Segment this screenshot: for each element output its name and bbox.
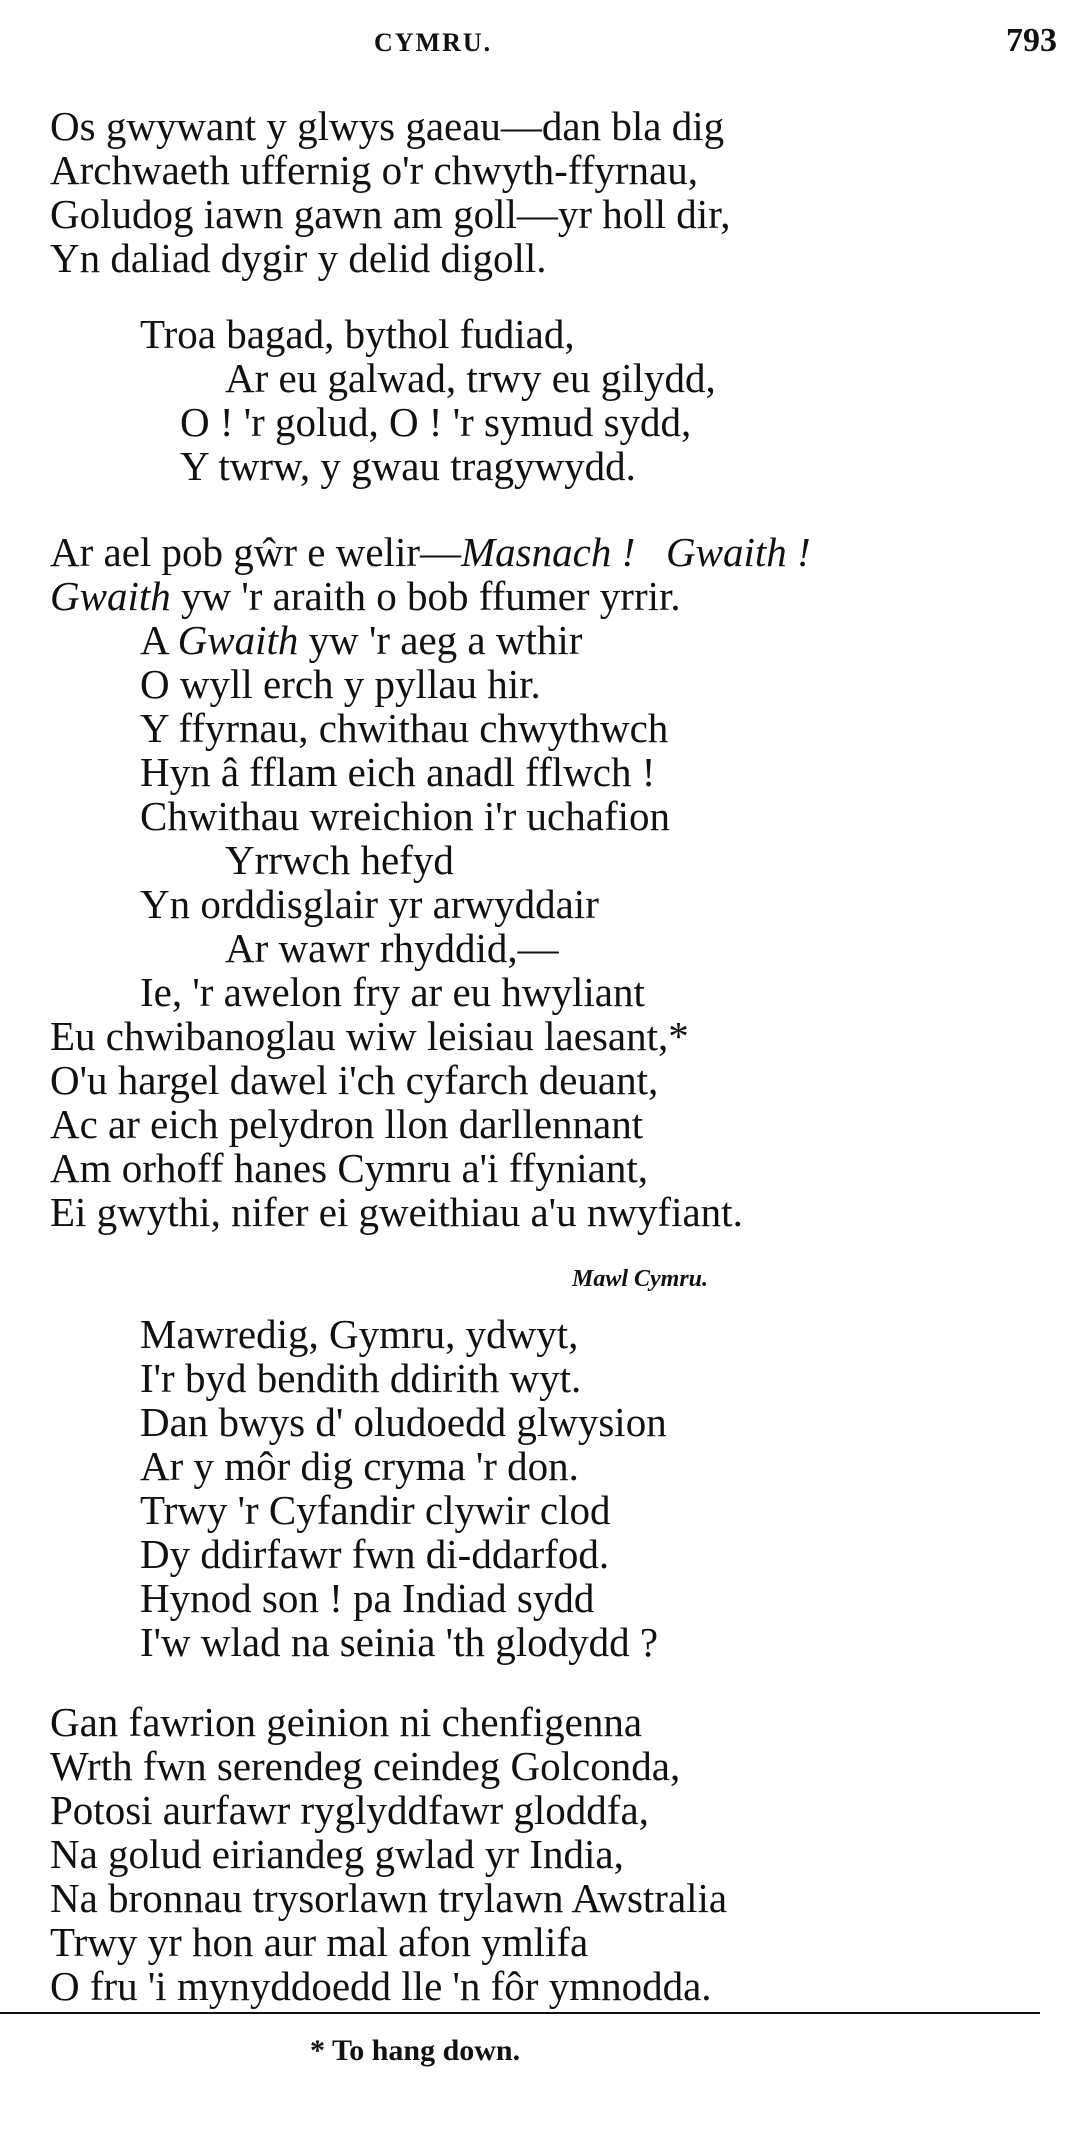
- verse-line: Ei gwythi, nifer ei gweithiau a'u nwyfiant.: [50, 1189, 743, 1235]
- verse-text: Ar ael pob gŵr e welir—: [50, 529, 462, 575]
- verse-line: Ar eu galwad, trwy eu gilydd,: [225, 355, 716, 401]
- verse-text: yw 'r araith o bob ffumer yrrir.: [170, 573, 681, 619]
- verse-line: O fru 'i mynyddoedd lle 'n fôr ymnodda.: [50, 1963, 712, 2009]
- verse-line: Trwy yr hon aur mal afon ymlifa: [50, 1919, 589, 1965]
- verse-line: Dy ddirfawr fwn di-ddarfod.: [140, 1531, 610, 1577]
- verse-line: Yrrwch hefyd: [225, 837, 454, 883]
- verse-line: Troa bagad, bythol fudiad,: [140, 311, 575, 357]
- verse-line: Na golud eiriandeg gwlad yr India,: [50, 1831, 624, 1877]
- verse-line: Y twrw, y gwau tragywydd.: [180, 443, 636, 489]
- verse-line: I'r byd bendith ddirith wyt.: [140, 1355, 582, 1401]
- verse-line: [50, 574, 681, 618]
- verse-line: Ie, 'r awelon fry ar eu hwyliant: [140, 969, 645, 1015]
- verse-line: Hynod son ! pa Indiad sydd: [140, 1575, 595, 1621]
- verse-line: Archwaeth uffernig o'r chwyth-ffyrnau,: [50, 147, 698, 193]
- verse-line: Trwy 'r Cyfandir clywir clod: [140, 1487, 611, 1533]
- verse-line: O ! 'r golud, O ! 'r symud sydd,: [180, 399, 692, 445]
- verse-line: Ar wawr rhyddid,—: [225, 925, 559, 971]
- verse-line: O wyll erch y pyllau hir.: [140, 661, 541, 707]
- verse-text: A: [140, 617, 178, 663]
- verse-line: Os gwywant y glwys gaeau—dan bla dig: [50, 103, 725, 149]
- verse-line: Eu chwibanoglau wiw leisiau laesant,*: [50, 1013, 689, 1059]
- verse-emphasis: Gwaith: [50, 573, 171, 619]
- verse-emphasis: Masnach !: [461, 529, 636, 575]
- verse-line: Hyn â fflam eich anadl fflwch !: [140, 749, 656, 795]
- running-title: CYMRU.: [374, 28, 493, 57]
- verse-line: Goludog iawn gawn am goll—yr holl dir,: [50, 191, 731, 237]
- verse-line: O'u hargel dawel i'ch cyfarch deuant,: [50, 1057, 659, 1103]
- verse-line: [50, 530, 811, 574]
- verse-line: Ac ar eich pelydron llon darllennant: [50, 1101, 644, 1147]
- verse-line: [140, 618, 582, 662]
- verse-emphasis: Gwaith !: [665, 529, 811, 575]
- verse-emphasis: Gwaith: [177, 617, 299, 663]
- verse-text: yw 'r aeg a wthir: [298, 617, 583, 663]
- verse-line: Gan fawrion geinion ni chenfigenna: [50, 1699, 643, 1745]
- verse-line: Na bronnau trysorlawn trylawn Awstralia: [50, 1875, 728, 1921]
- verse-line: Potosi aurfawr ryglyddfawr gloddfa,: [50, 1787, 649, 1833]
- section-subheading: Mawl Cymru.: [572, 1266, 709, 1292]
- verse-line: Am orhoff hanes Cymru a'i ffyniant,: [50, 1145, 648, 1191]
- verse-line: Wrth fwn serendeg ceindeg Golconda,: [50, 1743, 681, 1789]
- verse-line: Chwithau wreichion i'r uchafion: [140, 793, 670, 839]
- footnote-divider: [0, 2012, 1040, 2014]
- verse-line: Mawredig, Gymru, ydwyt,: [140, 1311, 579, 1357]
- verse-line: Yn orddisglair yr arwyddair: [140, 881, 599, 927]
- verse-line: Y ffyrnau, chwithau chwythwch: [140, 705, 669, 751]
- page-number: 793: [1006, 22, 1057, 59]
- verse-line: I'w wlad na seinia 'th glodydd ?: [140, 1619, 659, 1665]
- verse-line: Dan bwys d' oludoedd glwysion: [140, 1399, 667, 1445]
- page-header: [0, 22, 1085, 62]
- footnote: * To hang down.: [310, 2034, 521, 2067]
- verse-line: Yn daliad dygir y delid digoll.: [50, 235, 547, 281]
- verse-line: Ar y môr dig cryma 'r don.: [140, 1443, 579, 1489]
